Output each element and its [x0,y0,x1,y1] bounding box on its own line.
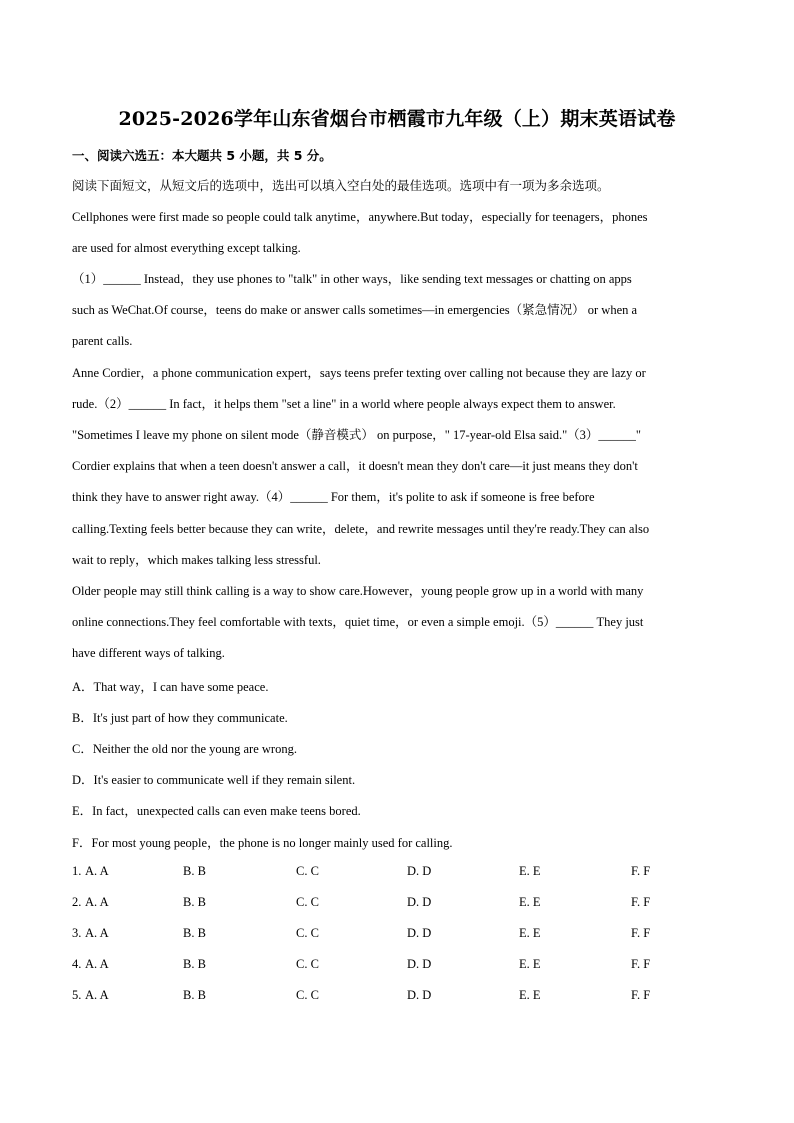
question-row [72,957,732,973]
option-e: E．In fact，unexpected calls can even make teens bored. [72,804,361,818]
passage-line: wait to reply，which makes talking less stressful. [72,553,321,567]
choice-d[interactable]: D. D [407,957,432,971]
passage-line: （1）______ Instead，they use phones to "talk" in other ways，like sending text messages or chatting on apps [72,272,632,286]
choice-a[interactable]: A. A [85,864,109,878]
passage-line: online connections.They feel comfortable with texts，quiet time，or even a simple emoji.（5）______ They just [72,615,644,629]
choice-f[interactable]: F. F [631,864,651,878]
choice-d[interactable]: D. D [407,926,432,940]
choice-c[interactable]: C. C [296,988,319,1002]
instruction-text: 阅读下面短文，从短文后的选项中，选出可以填入空白处的最佳选项。选项中有一项为多余选项。 [72,178,610,193]
choice-b[interactable]: B. B [183,864,206,878]
passage-line: Anne Cordier，a phone communication expert，says teens prefer texting over calling not because they are lazy or [72,366,646,380]
choice-e[interactable]: E. E [519,895,541,909]
passage-line: Cordier explains that when a teen doesn't answer a call，it doesn't mean they don't care—it just means they don't [72,459,638,473]
passage-line: such as WeChat.Of course，teens do make or answer calls sometimes—in emergencies（紧急情况） or when a [72,303,638,317]
choice-a[interactable]: A. A [85,957,109,971]
passage-line: Cellphones were first made so people could talk anytime，anywhere.But today，especially for teenagers，phones [72,210,648,224]
choice-e[interactable]: E. E [519,988,541,1002]
choice-e[interactable]: E. E [519,957,541,971]
choice-f[interactable]: F. F [631,926,651,940]
choice-b[interactable]: B. B [183,895,206,909]
passage-line: parent calls. [72,334,133,348]
choice-e[interactable]: E. E [519,926,541,940]
option-f: F．For most young people，the phone is no longer mainly used for calling. [72,836,453,850]
passage-line: rude.（2）______ In fact，it helps them "set a line" in a world where people always expect them to answer. [72,397,616,411]
option-a: A．That way，I can have some peace. [72,680,269,694]
choice-b[interactable]: B. B [183,926,206,940]
choice-c[interactable]: C. C [296,957,319,971]
option-c: C．Neither the old nor the young are wrong. [72,742,297,756]
choice-c[interactable]: C. C [296,864,319,878]
choice-b[interactable]: B. B [183,988,206,1002]
choice-f[interactable]: F. F [631,895,651,909]
choice-f[interactable]: F. F [631,957,651,971]
choice-c[interactable]: C. C [296,895,319,909]
choice-e[interactable]: E. E [519,864,541,878]
choice-d[interactable]: D. D [407,864,432,878]
option-b: B．It's just part of how they communicate. [72,711,288,725]
passage-line: think they have to answer right away.（4）______ For them，it's polite to ask if someone is free before [72,490,595,504]
question-number: 2. [72,895,82,909]
choice-c[interactable]: C. C [296,926,319,940]
passage-line: have different ways of talking. [72,646,225,660]
passage-line: are used for almost everything except talking. [72,241,301,255]
option-d: D．It's easier to communicate well if they remain silent. [72,773,356,787]
passage-line: calling.Texting feels better because they can write，delete，and rewrite messages until they're ready.They can also [72,522,650,536]
section-heading: 一、阅读六选五：本大题共 5 小题，共 5 分。 [72,148,332,163]
choice-d[interactable]: D. D [407,988,432,1002]
choice-a[interactable]: A. A [85,895,109,909]
question-row [72,988,732,1004]
page-title: 2025-2026学年山东省烟台市栖霞市九年级（上）期末英语试卷 [118,108,676,130]
question-row [72,864,732,880]
passage-line: "Sometimes I leave my phone on silent mode（静音模式） on purpose，" 17-year-old Elsa said."（3）______" [72,428,642,442]
choice-b[interactable]: B. B [183,957,206,971]
passage-line: Older people may still think calling is a way to show care.However，young people grow up in a world with many [72,584,644,598]
choice-a[interactable]: A. A [85,926,109,940]
question-number: 4. [72,957,82,971]
choice-f[interactable]: F. F [631,988,651,1002]
question-number: 3. [72,926,82,940]
choice-a[interactable]: A. A [85,988,109,1002]
choice-d[interactable]: D. D [407,895,432,909]
question-number: 1. [72,864,82,878]
question-row [72,926,732,942]
question-row [72,895,732,911]
question-number: 5. [72,988,82,1002]
